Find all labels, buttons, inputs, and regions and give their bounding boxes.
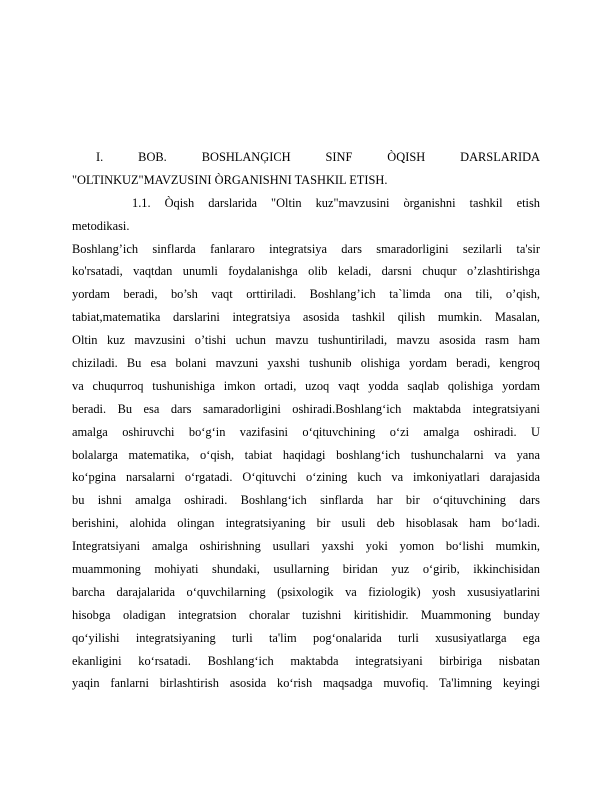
body-line: bolalarga matematika, o‘qish, tabiat haqidagi boshlang‘ich tushunchalarni va yana [72,447,540,462]
body-line: yordam beradi, bo’sh vaqt orttiriladi. Boshlang’ich ta`limda ona tili, o’qish, [72,287,540,302]
chapter-heading-line-1: I. BOB. BOSHLANĢICH SINF ÒQISH DARSLARIDA [96,150,540,164]
body-line: hisobga oladigan integratsion choralar tuzishni kiritishidir. Muammoning bunday [72,607,540,622]
body-line: muammoning mohiyati shundaki, usullarning biridan yuz o‘girib, ikkinchisidan [72,562,540,577]
body-line: beradi. Bu esa dars samaradorligini oshiradi.Boshlang‘ich maktabda integratsiyani [72,401,540,416]
body-line: bu ishni amalga oshiradi. Boshlang‘ich sinflarda har bir o‘qituvchining dars [72,493,540,508]
body-line: berishini, alohida olingan integratsiyaning bir usuli deb hisoblasak ham bo‘ladi. [72,516,540,531]
body-line: chiziladi. Bu esa bolani mavzuni yaxshi tushunib olishiga yordam beradi, kengroq [72,356,540,371]
document-page [72,146,540,695]
body-line: va chuqurroq tushunishiga imkon ortadi, uzoq vaqt yodda saqlab qolishiga yordam [72,378,540,393]
body-line: amalga oshiruvchi bo‘g‘in vazifasini o‘qituvchining o‘zi amalga oshiradi. U [72,424,540,439]
body-line: tabiat,matematika darslarini integratsiya asosida tashkil qilish mumkin. Masalan, [72,310,540,325]
body-line: Integratsiyani amalga oshirishning usullari yaxshi yoki yomon bo‘lishi mumkin, [72,539,540,554]
body-line: yaqin fanlarni birlashtirish asosida ko‘rish maqsadga muvofiq. Ta'limning keyingi [72,676,540,691]
body-line: ekanligini ko‘rsatadi. Boshlang‘ich maktabda integratsiyani birbiriga nisbatan [72,653,540,668]
section-heading-line-1: 1.1. Òqish darslarida "Oltin kuz"mavzusini òrganishni tashkil etish [132,195,540,210]
body-line: Oltin kuz mavzusini o’tishi uchun mavzu tushuntiriladi, mavzu asosida rasm ham [72,333,540,348]
body-line: ko'rsatadi, vaqtdan unumli foydalanishga olib keladi, darsni chuqur o’zlashtirishga [72,264,540,279]
body-line: Boshlang’ich sinflarda fanlararo integratsiya dars smaradorligini sezilarli ta'sir [72,241,540,256]
section-heading-line-2: metodikasi. [72,218,130,233]
body-line: ko‘pgina narsalarni o‘rgatadi. O‘qituvchi o‘zining kuch va imkoniyatlari darajasida [72,470,540,485]
body-line: barcha darajalarida o‘quvchilarning (psixologik va fiziologik) yosh xususiyatlarini [72,584,540,599]
body-line: qo‘yilishi integratsiyaning turli ta'lim pog‘onalarida turli xususiyatlarga ega [72,630,540,645]
chapter-heading-line-2: "OLTINKUZ"MAVZUSINI ÒRGANISHNI TASHKIL ETISH. [72,172,388,187]
